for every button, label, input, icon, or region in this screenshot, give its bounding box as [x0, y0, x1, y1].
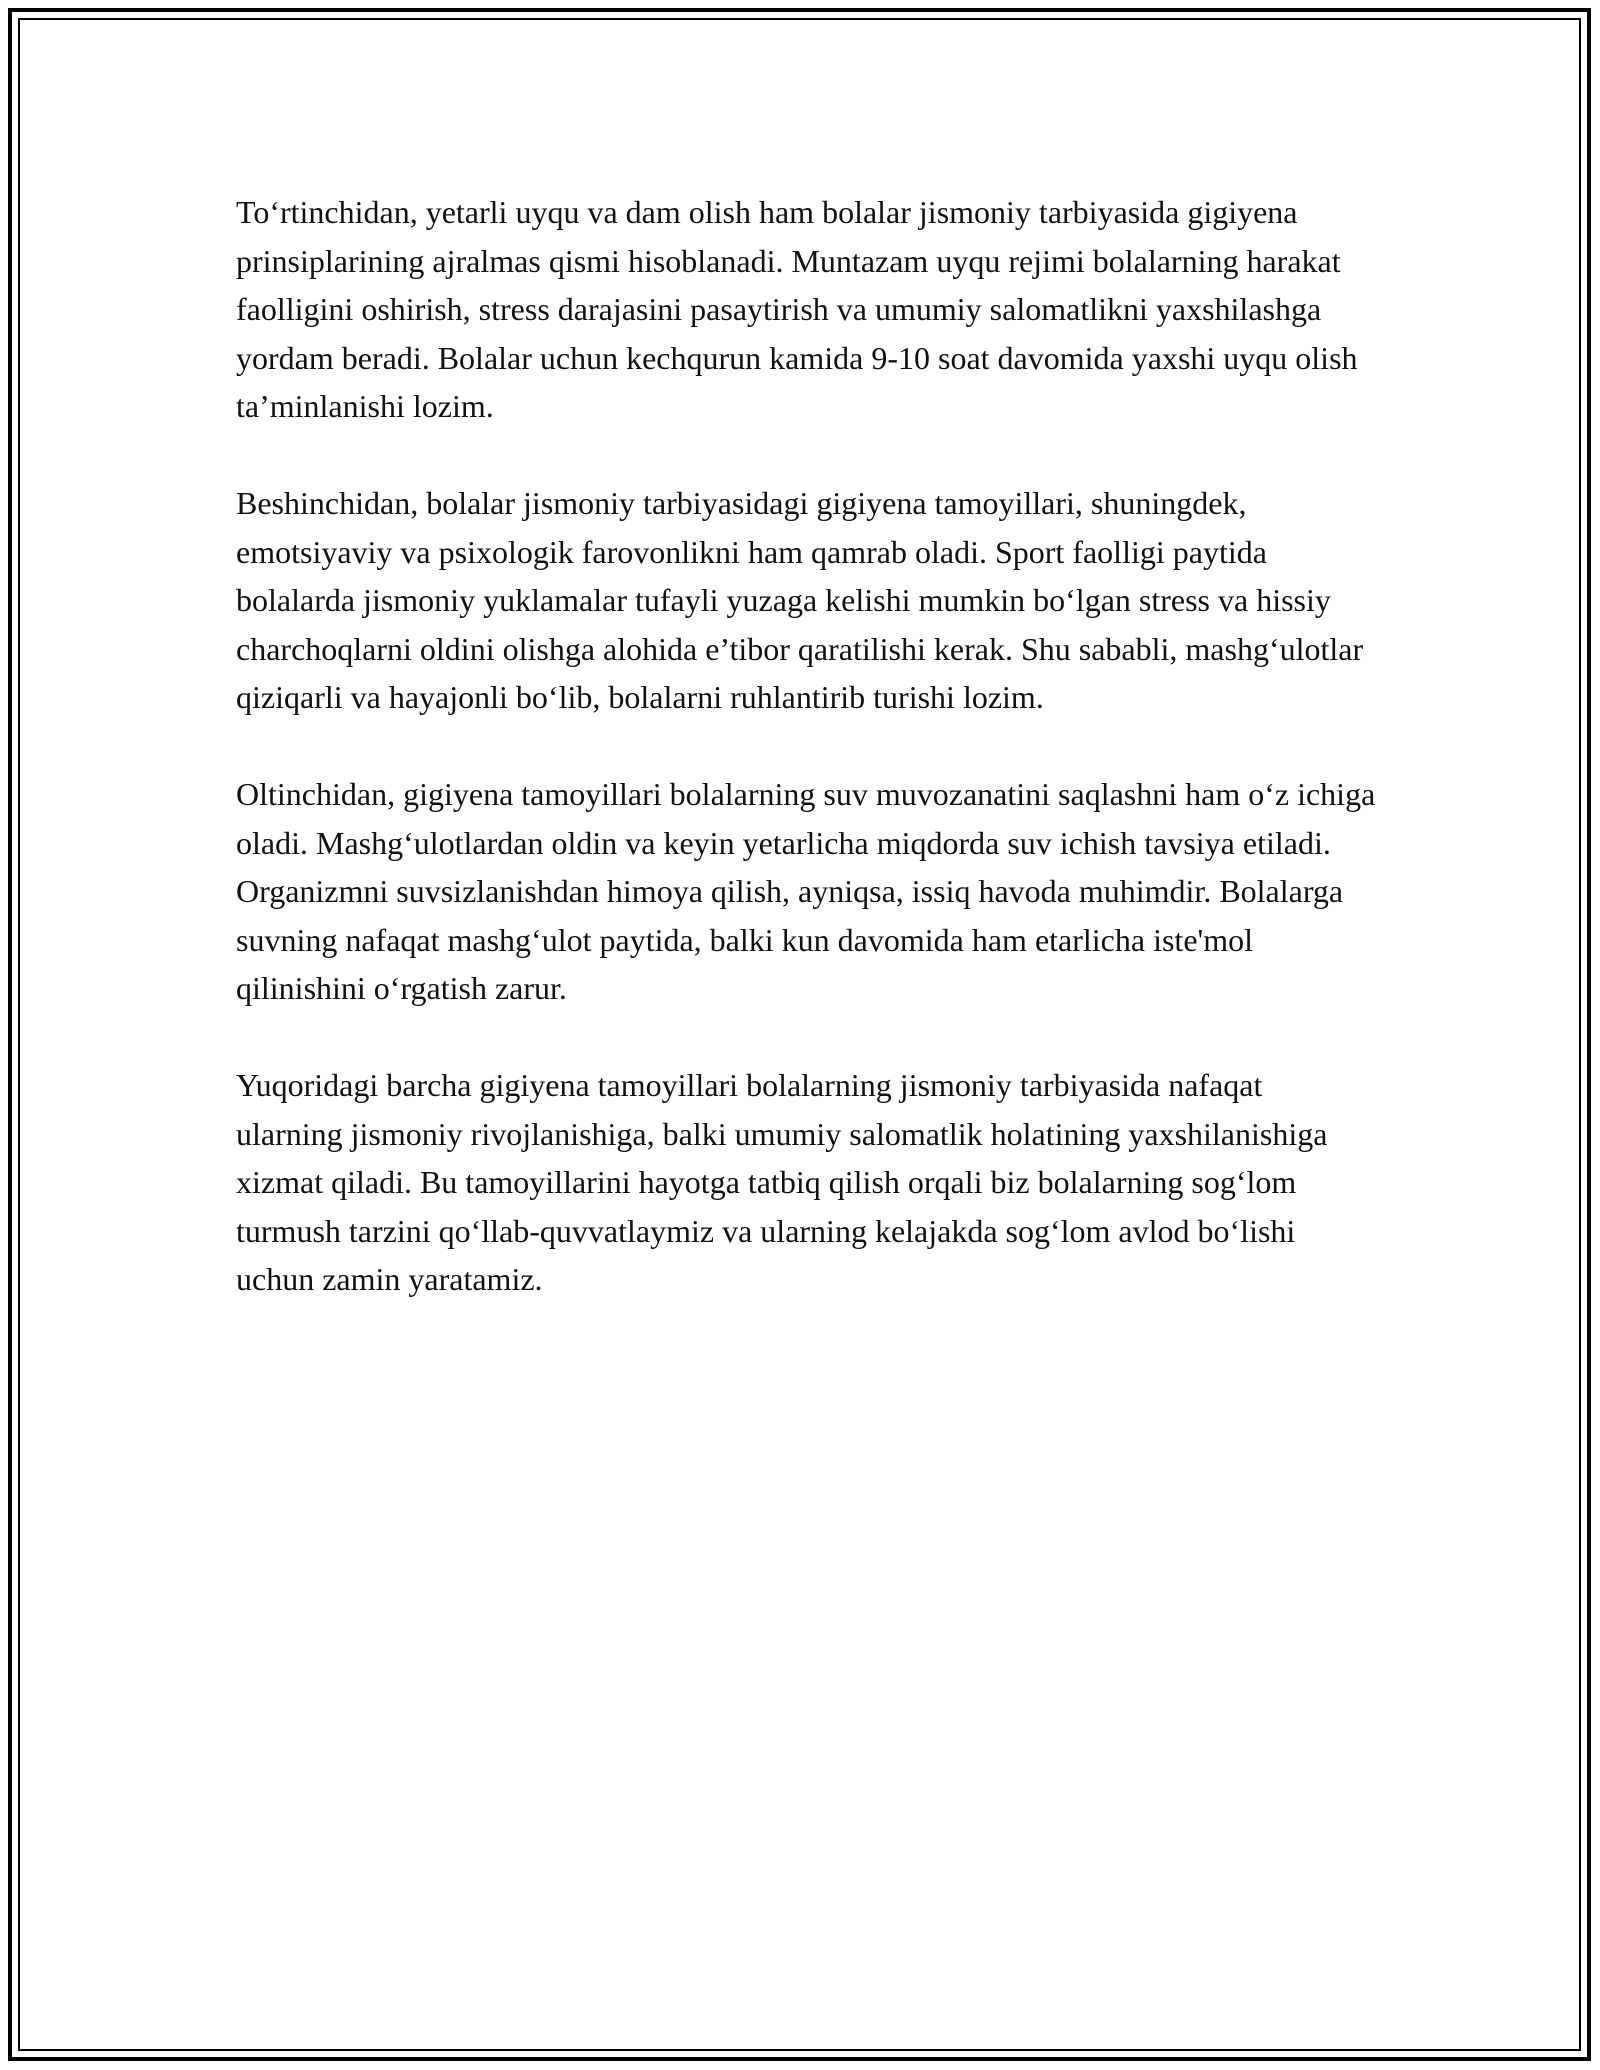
- paragraph-4th-sleep: To‘rtinchidan, yetarli uyqu va dam olish ham bolalar jismoniy tarbiyasida gigiyena prinsiplarining ajralmas qismi hisoblanadi. Muntazam uyqu rejimi bolalarning harakat faolligini oshirish, stress darajasini pasaytirish va umumiy salomatlikni yaxshilashga yordam beradi. Bolalar uchun kechqurun kamida 9-10 soat davomida yaxshi uyqu olish ta’minlanishi lozim.: [236, 194, 1358, 424]
- paragraph-5th-emotional: Beshinchidan, bolalar jismoniy tarbiyasidagi gigiyena tamoyillari, shuningdek, emotsiyaviy va psixologik farovonlikni ham qamrab oladi. Sport faolligi paytida bolalarda jismoniy yuklamalar tufayli yuzaga kelishi mumkin bo‘lgan stress va hissiy charchoqlarni oldini olishga alohida e’tibor qaratilishi kerak. Shu sababli, mashg‘ulotlar qiziqarli va hayajonli bo‘lib, bolalarni ruhlantirib turishi lozim.: [236, 485, 1364, 715]
- document-body: [236, 188, 1376, 1352]
- paragraph-6th-water: Oltinchidan, gigiyena tamoyillari bolalarning suv muvozanatini saqlashni ham o‘z ichiga oladi. Mashg‘ulotlardan oldin va keyin yetarlicha miqdorda suv ichish tavsiya etiladi. Organizmni suvsizlanishdan himoya qilish, ayniqsa, issiq havoda muhimdir. Bolalarga suvning nafaqat mashg‘ulot paytida, balki kun davomida ham etarlicha iste'mol qilinishini o‘rgatish zarur.: [236, 776, 1376, 1006]
- paragraph-conclusion: Yuqoridagi barcha gigiyena tamoyillari bolalarning jismoniy tarbiyasida nafaqat ularning jismoniy rivojlanishiga, balki umumiy salomatlik holatining yaxshilanishiga xizmat qiladi. Bu tamoyillarini hayotga tatbiq qilish orqali biz bolalarning sog‘lom turmush tarzini qo‘llab-quvvatlaymiz va ularning kelajakda sog‘lom avlod bo‘lishi uchun zamin yaratamiz.: [236, 1067, 1328, 1297]
